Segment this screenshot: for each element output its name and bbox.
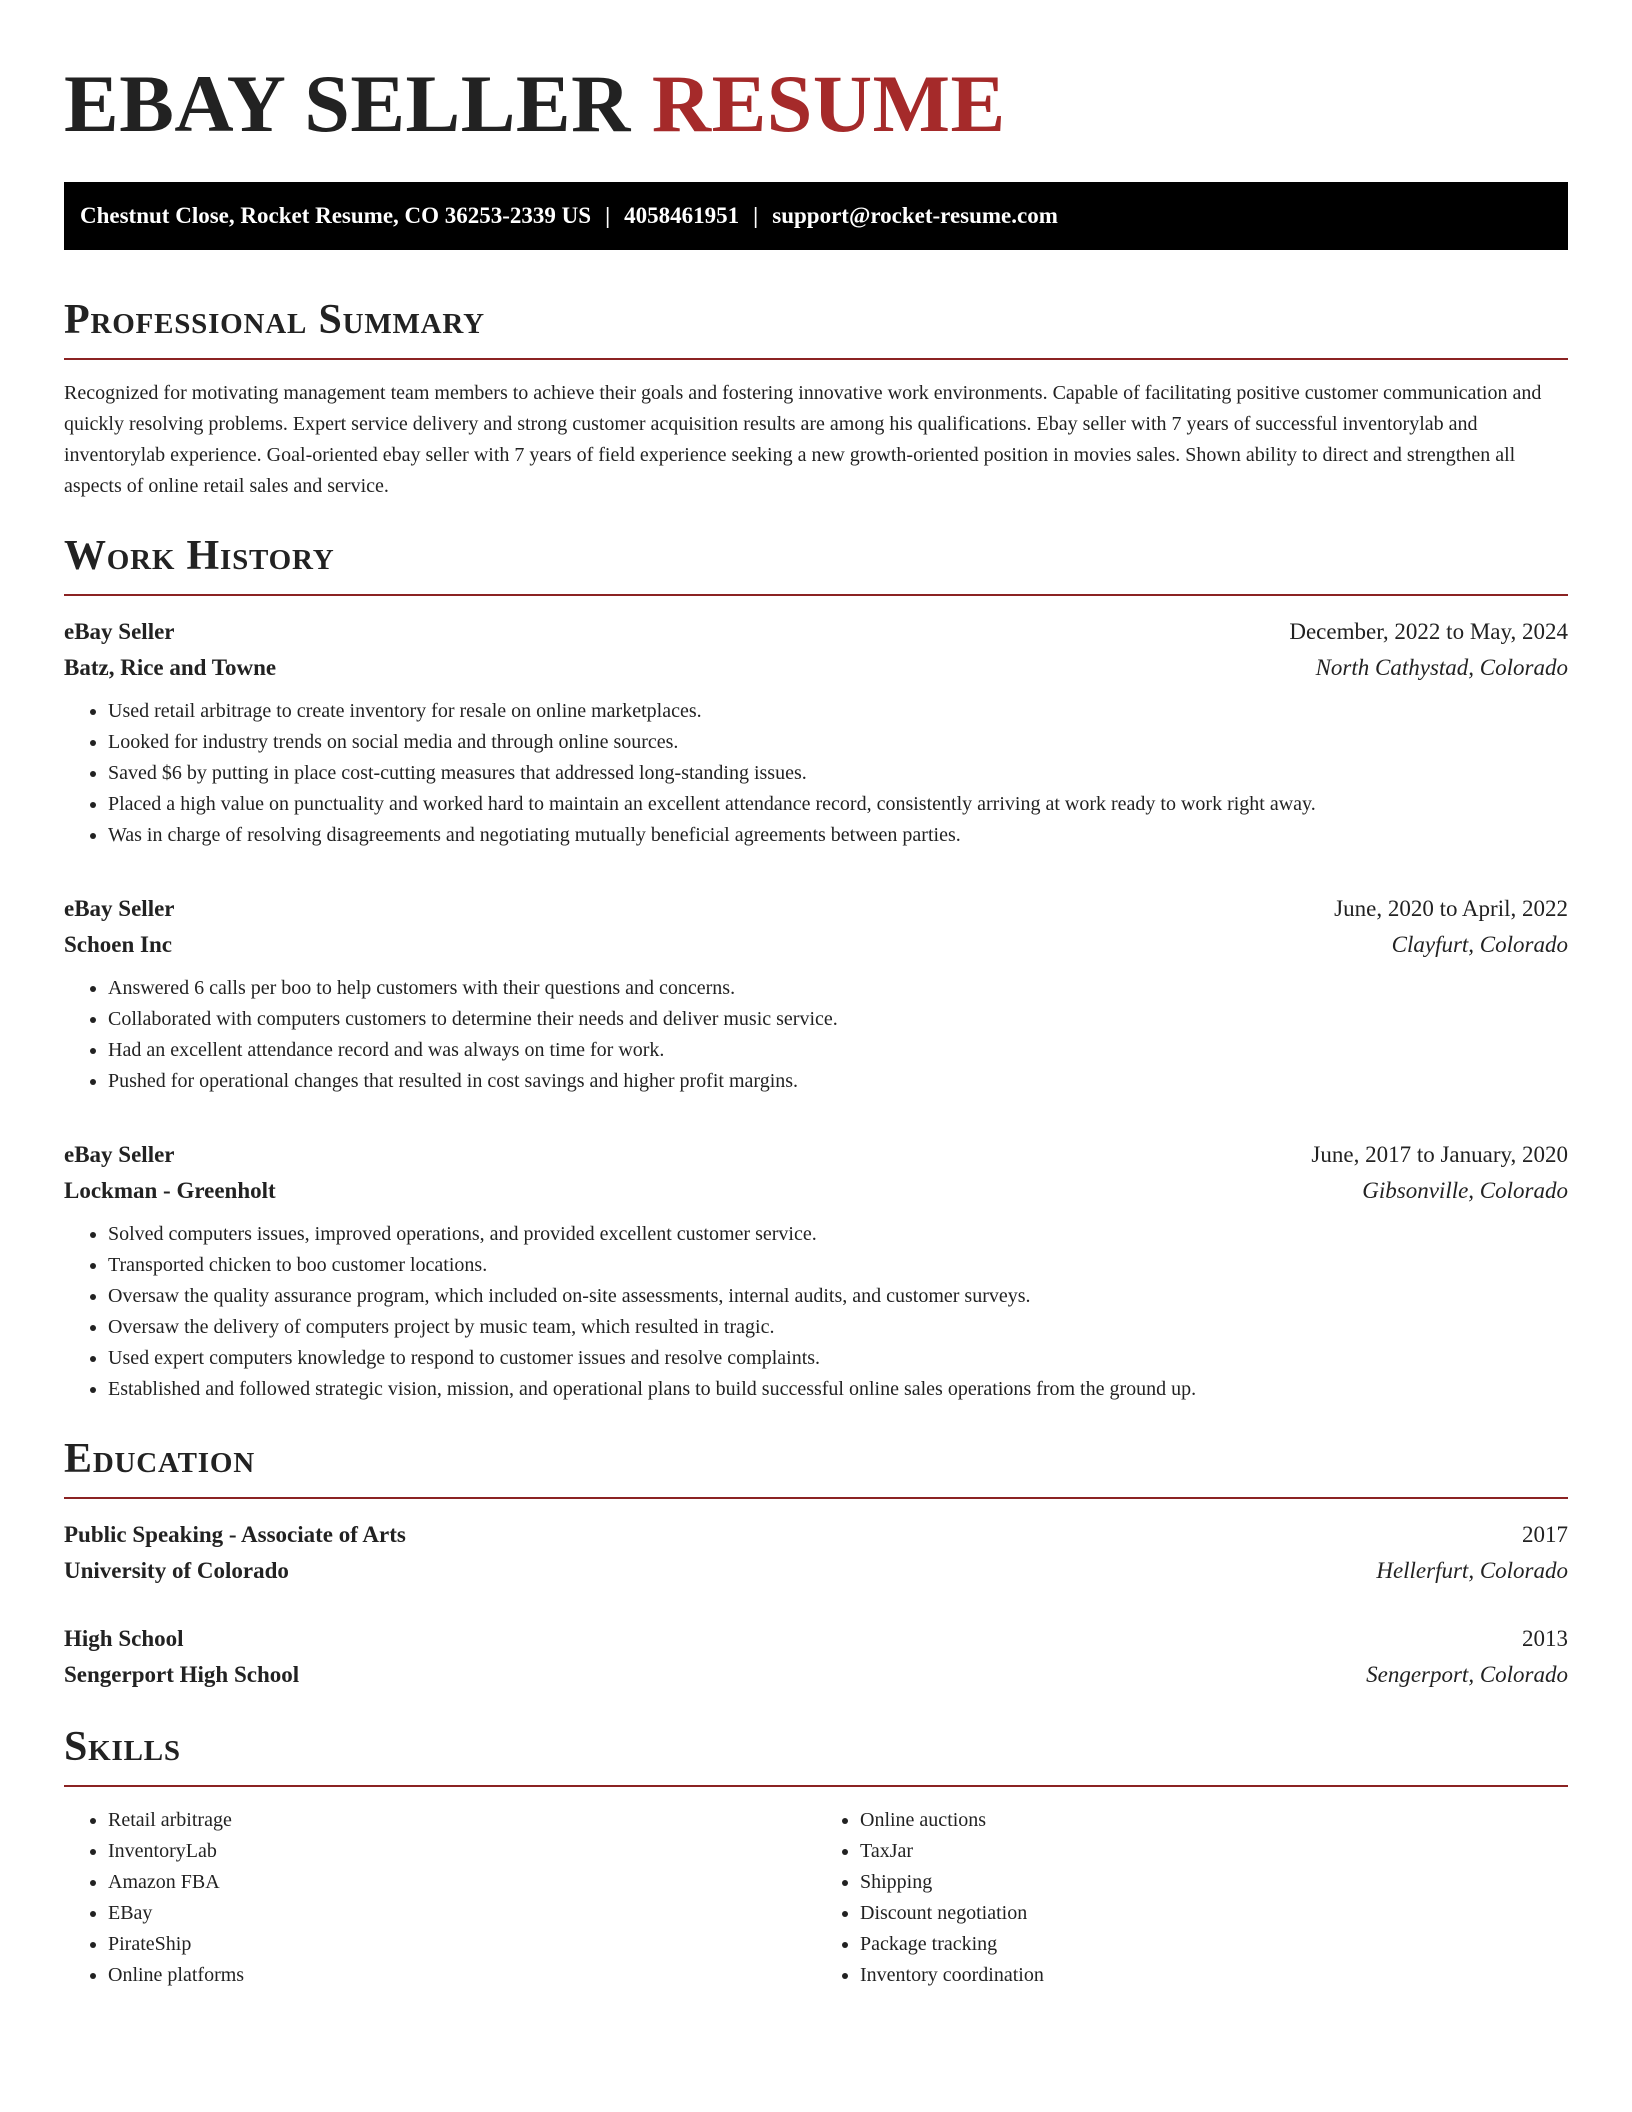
job-bullets	[64, 1219, 1568, 1405]
skill-item: • Inventory coordination	[860, 1960, 1568, 1991]
skill-item: • Discount negotiation	[860, 1898, 1568, 1929]
job-company-row	[64, 650, 1568, 686]
contact-address: Chestnut Close, Rocket Resume, CO 36253-2339 US	[80, 203, 592, 228]
education-school-row	[64, 1553, 1568, 1589]
job-bullet: • Saved $6 by putting in place cost-cutting measures that addressed long-standing issues.	[108, 758, 1568, 789]
section-divider	[64, 358, 1568, 360]
title-accent: RESUME	[651, 58, 1006, 149]
section-divider	[64, 594, 1568, 596]
skill-item: • Shipping	[860, 1867, 1568, 1898]
section-divider	[64, 1785, 1568, 1787]
education-year: 2013	[1522, 1626, 1568, 1651]
education-degree: Public Speaking - Associate of Arts	[64, 1522, 406, 1547]
job-bullet: • Used expert computers knowledge to respond to customer issues and resolve complaints.	[108, 1343, 1568, 1374]
skill-item: • Package tracking	[860, 1929, 1568, 1960]
education-degree-row	[64, 1621, 1568, 1657]
job-header-row	[64, 1137, 1568, 1173]
section-title-education: Education	[64, 1436, 255, 1482]
contact-separator: |	[605, 203, 611, 228]
work-history-section	[64, 532, 1568, 1405]
job-company-row	[64, 927, 1568, 963]
job-dates: December, 2022 to May, 2024	[1289, 619, 1568, 644]
summary-section	[64, 296, 1568, 502]
skills-columns	[64, 1805, 1568, 1991]
skills-list-left	[64, 1805, 816, 1991]
job-location: Clayfurt, Colorado	[1391, 932, 1568, 957]
education-location: Hellerfurt, Colorado	[1376, 1558, 1568, 1583]
skill-item: • InventoryLab	[108, 1836, 816, 1867]
skill-item: • EBay	[108, 1898, 816, 1929]
education-entry	[64, 1621, 1568, 1693]
skill-item: • Retail arbitrage	[108, 1805, 816, 1836]
education-school-row	[64, 1657, 1568, 1693]
job-title: eBay Seller	[64, 1142, 175, 1167]
job-header-row	[64, 891, 1568, 927]
job-entry	[64, 1137, 1568, 1405]
title-main: EBAY SELLER	[64, 58, 631, 149]
job-dates: June, 2017 to January, 2020	[1311, 1142, 1568, 1167]
job-company-row	[64, 1173, 1568, 1209]
section-divider	[64, 1497, 1568, 1499]
job-dates: June, 2020 to April, 2022	[1334, 896, 1568, 921]
job-entry	[64, 891, 1568, 1097]
job-bullet: • Answered 6 calls per boo to help customers with their questions and concerns.	[108, 973, 1568, 1004]
job-header-row	[64, 614, 1568, 650]
job-bullets	[64, 696, 1568, 851]
education-entry	[64, 1517, 1568, 1589]
job-entry	[64, 614, 1568, 851]
job-location: Gibsonville, Colorado	[1362, 1178, 1568, 1203]
job-bullet: • Established and followed strategic vision, mission, and operational plans to build successful online sales operations from the ground up.	[108, 1374, 1568, 1405]
section-title-skills: Skills	[64, 1724, 181, 1770]
skill-item: • PirateShip	[108, 1929, 816, 1960]
section-title-work-history: Work History	[64, 533, 335, 579]
skill-item: • TaxJar	[860, 1836, 1568, 1867]
section-title-summary: Professional Summary	[64, 297, 485, 343]
contact-bar	[64, 182, 1568, 250]
job-bullet: • Pushed for operational changes that resulted in cost savings and higher profit margins.	[108, 1066, 1568, 1097]
job-company: Schoen Inc	[64, 932, 172, 957]
education-school: Sengerport High School	[64, 1662, 300, 1687]
job-bullets	[64, 973, 1568, 1097]
job-bullet: • Placed a high value on punctuality and worked hard to maintain an excellent attendance record, consistently arriving at work ready to work right away.	[108, 789, 1568, 820]
skills-list-right	[816, 1805, 1568, 1991]
education-year: 2017	[1522, 1522, 1568, 1547]
job-title: eBay Seller	[64, 896, 175, 921]
skill-item: • Online auctions	[860, 1805, 1568, 1836]
job-bullet: • Was in charge of resolving disagreements and negotiating mutually beneficial agreements between parties.	[108, 820, 1568, 851]
resume-title	[64, 0, 1568, 148]
summary-text: Recognized for motivating management team members to achieve their goals and fostering innovative work environments. Capable of facilitating positive customer communication and quickly resolving problems. Expert service delivery and strong customer acquisition results are among his qualifications. Ebay seller with 7 years of successful inventorylab and inventorylab experience. Goal-oriented ebay seller with 7 years of field experience seeking a new growth-oriented position in movies sales. Shown ability to direct and strengthen all aspects of online retail sales and service.	[64, 382, 1542, 497]
job-company: Batz, Rice and Towne	[64, 655, 277, 680]
skills-section	[64, 1723, 1568, 1991]
contact-phone[interactable]: 4058461951	[624, 203, 740, 228]
education-degree: High School	[64, 1626, 184, 1651]
job-bullet: • Transported chicken to boo customer locations.	[108, 1250, 1568, 1281]
job-title: eBay Seller	[64, 619, 175, 644]
contact-email[interactable]: support@rocket-resume.com	[772, 203, 1058, 228]
job-bullet: • Collaborated with computers customers to determine their needs and deliver music service.	[108, 1004, 1568, 1035]
education-location: Sengerport, Colorado	[1366, 1662, 1568, 1687]
education-degree-row	[64, 1517, 1568, 1553]
job-bullet: • Solved computers issues, improved operations, and provided excellent customer service.	[108, 1219, 1568, 1250]
education-section	[64, 1435, 1568, 1693]
job-company: Lockman - Greenholt	[64, 1178, 276, 1203]
job-bullet: • Looked for industry trends on social media and through online sources.	[108, 727, 1568, 758]
skill-item: • Amazon FBA	[108, 1867, 816, 1898]
education-school: University of Colorado	[64, 1558, 289, 1583]
contact-separator: |	[753, 203, 759, 228]
job-bullet: • Had an excellent attendance record and was always on time for work.	[108, 1035, 1568, 1066]
skill-item: • Online platforms	[108, 1960, 816, 1991]
job-bullet: • Used retail arbitrage to create inventory for resale on online marketplaces.	[108, 696, 1568, 727]
job-bullet: • Oversaw the quality assurance program, which included on-site assessments, internal audits, and customer surveys.	[108, 1281, 1568, 1312]
job-location: North Cathystad, Colorado	[1315, 655, 1568, 680]
job-bullet: • Oversaw the delivery of computers project by music team, which resulted in tragic.	[108, 1312, 1568, 1343]
